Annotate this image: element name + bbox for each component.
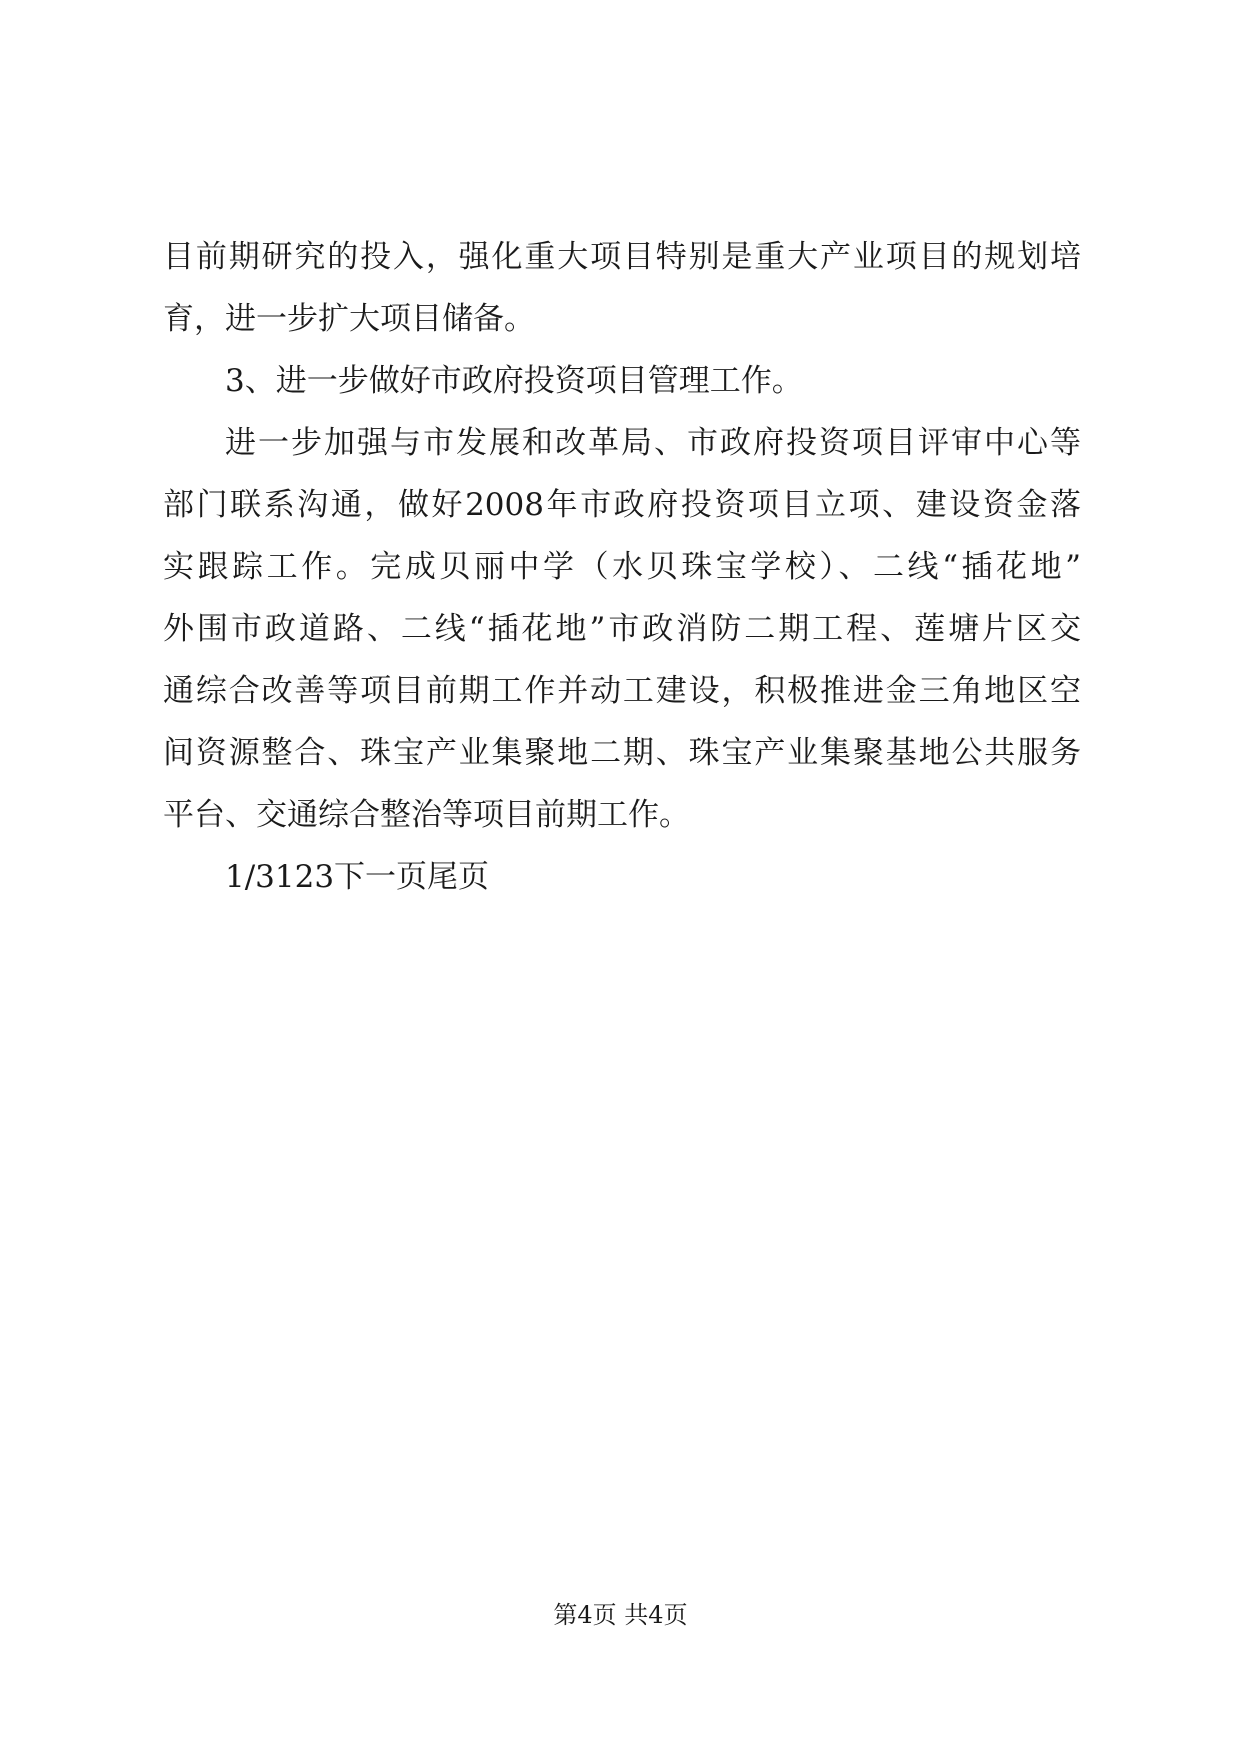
text-line: 进一步加强与市发展和改革局、市政府投资项目评审中心等 [225, 425, 1081, 461]
text-line: 通综合改善等项目前期工作并动工建设，积极推进金三角地区空 [163, 673, 1081, 709]
text-line: 育，进一步扩大项目储备。 [163, 301, 535, 337]
pagination-text: 1/3123下一页尾页 [225, 859, 490, 895]
text-line: 间资源整合、珠宝产业集聚地二期、珠宝产业集聚基地公共服务 [163, 735, 1081, 771]
section-heading: 3、进一步做好市政府投资项目管理工作。 [225, 363, 803, 399]
text-line: 部门联系沟通，做好2008年市政府投资项目立项、建设资金落 [163, 487, 1081, 523]
page-indicator: 第4页 共4页 [553, 1601, 688, 1629]
document-body [163, 226, 1081, 908]
text-line: 实跟踪工作。完成贝丽中学（水贝珠宝学校）、二线“插花地” [163, 549, 1081, 585]
text-line: 目前期研究的投入，强化重大项目特别是重大产业项目的规划培 [163, 239, 1081, 275]
text-line: 外围市政道路、二线“插花地”市政消防二期工程、莲塘片区交 [163, 611, 1081, 647]
text-line: 平台、交通综合整治等项目前期工作。 [163, 797, 690, 833]
page-footer [0, 1600, 1241, 1630]
